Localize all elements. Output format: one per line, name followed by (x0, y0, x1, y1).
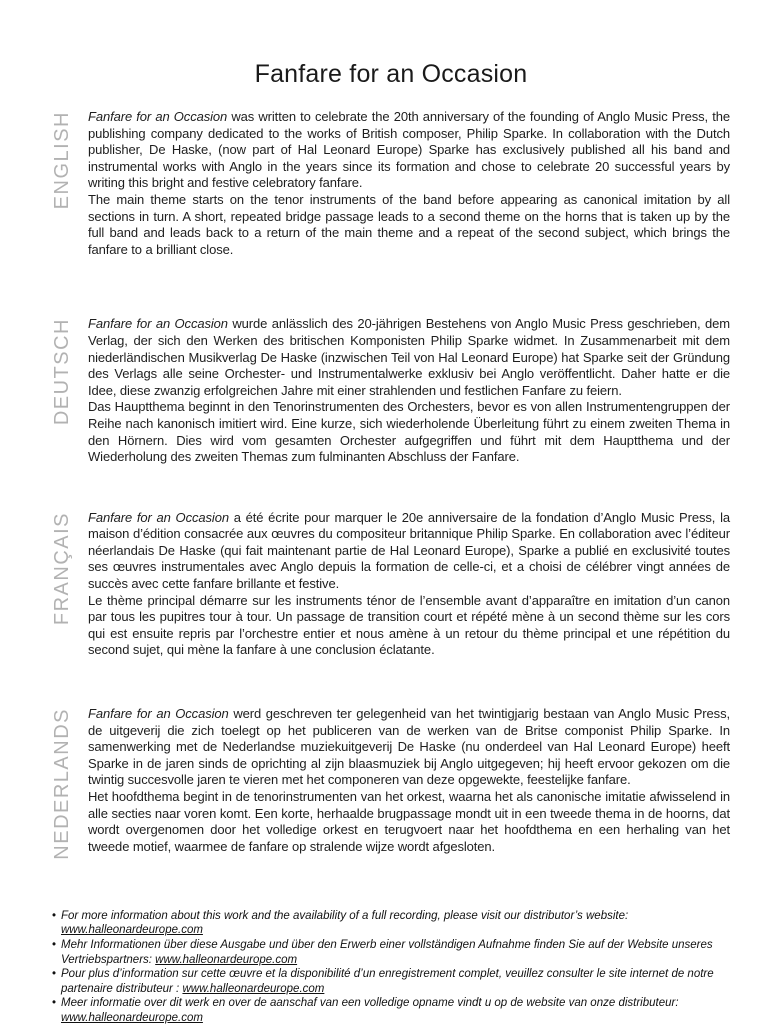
bullet-marker: • (52, 938, 57, 951)
paragraph-text: was written to celebrate the 20th anniversary of the founding of Anglo Music Press, the publishing company dedicated to the works of British composer, Philip Sparke. In collaboration with the Dutch publisher, De Haske, (now part of Hal Leonard Europe) Sparke has exclusively published all his band and instrumental works with Anglo in the years since its formation and chose to celebrate 20 successful years by writing this bright and festive celebratory fanfare. (88, 109, 730, 191)
notes-text-german (88, 316, 730, 465)
work-title-italic: Fanfare for an Occasion (88, 509, 229, 525)
footer-text: For more information about this work and the availability of a full recording, please visit our distributor’s website: (61, 909, 629, 922)
notes-paragraph: Das Hauptthema beginnt in den Tenorinstrumenten des Orchesters, bevor es von allen Instrumentengruppen der Reihe nach kanonisch imitiert wird. Eine kurze, sich wiederholende Überleitung führt zu einem zweiten Thema in den Hörnern. Dies wird vom gesamten Orchester aufgegriffen und führt mit dem Hauptthema und der Wiederholung des zweiten Themas zum fulminanten Abschluss der Fanfare. (88, 399, 730, 465)
distributor-link[interactable]: www.halleonardeurope.com (155, 953, 298, 966)
notes-paragraph: Le thème principal démarre sur les instruments ténor de l’ensemble avant d’apparaître en imitation d’un canon par tous les pupitres tour à tour. Un passage de transition court et répété mène à un second thème sur les cors qui est ensuite repris par l’orchestre entier et nous amène à un retour du thème principal et une répétition du second sujet, qui mène la fanfare à une conclusion éclatante. (88, 592, 730, 658)
language-label-column (52, 109, 88, 214)
notes-paragraph (88, 316, 730, 399)
language-label-english: ENGLISH (51, 111, 73, 210)
work-title-italic: Fanfare for an Occasion (88, 706, 229, 722)
distributor-footer (52, 909, 730, 1024)
notes-paragraph (88, 109, 730, 192)
distributor-link[interactable]: www.halleonardeurope.com (61, 1011, 203, 1024)
notes-paragraph (88, 706, 730, 789)
language-label-column (52, 316, 88, 430)
bullet-marker: • (52, 997, 57, 1010)
notes-paragraph: Het hoofdthema begint in de tenorinstrumenten van het orkest, waarna het als canonische imitatie afwisselend in alle secties naar voren komt. Een korte, herhaalde brugpassage mondt uit in een tweede thema in de hoorns, dat wordt overgenomen door het volledige orkest en terugvoert naar het hoofdthema en een herhaling van het tweede motief, waarmee de fanfare op stralende wijze wordt afgesloten. (88, 789, 730, 854)
notes-text-french (88, 510, 730, 659)
distributor-link[interactable]: www.halleonardeurope.com (182, 982, 325, 995)
work-title-italic: Fanfare for an Occasion (88, 109, 228, 124)
page-title: Fanfare for an Occasion (254, 60, 528, 88)
language-label-column (52, 706, 88, 865)
paragraph-text: a été écrite pour marquer le 20e anniversaire de la fondation d’Anglo Music Press, la maison d’édition consacrée aux œuvres du compositeur britannique Philip Sparke. En collaboration avec l’éditeur néerlandais De Haske (qui fait maintenant partie de Hal Leonard Europe), Sparke a publié en exclusivité toutes ses œuvres instrumentales avec Anglo depuis la formation de celle-ci, et a choisi de célébrer vingt années de succès avec cette fanfare brillante et festive. (88, 509, 730, 592)
section-english (52, 109, 730, 258)
notes-text-dutch (88, 706, 730, 855)
footer-text: Mehr Informationen über diese Ausgabe und über den Erwerb einer vollständigen Aufnahme finden Sie auf der Website unseres Vertriebspartners: (61, 938, 713, 966)
language-label-dutch: NEDERLANDS (51, 708, 73, 860)
footer-item-german (52, 938, 722, 967)
footer-text: Pour plus d’information sur cette œuvre et la disponibilité d’un enregistrement complet, veuillez consulter le site internet de notre partenaire distributeur : (61, 968, 714, 995)
paragraph-text: wurde anlässlich des 20-jährigen Bestehens von Anglo Music Press geschrieben, dem Verlag, der sich den Werken des britischen Komponisten Philip Sparke widmet. In Zusammenarbeit mit dem niederländischen Musikverlag De Haske (inzwischen Teil von Hal Leonard Europe) hat Sparke seit der Gründung des Verlags alle seine Orchester- und Instrumentalwerke exklusiv bei Anglo veröffentlicht. Daher hatte er die Idee, diese zwanzig erfolgreichen Jahre mit einer strahlenden und festlichen Fanfare zu feiern. (88, 316, 730, 398)
distributor-link[interactable]: www.halleonardeurope.com (61, 924, 203, 937)
section-dutch (52, 706, 730, 865)
section-french (52, 510, 730, 659)
footer-item-french (52, 967, 722, 996)
notes-paragraph (88, 510, 730, 593)
section-german (52, 316, 730, 465)
language-label-german: DEUTSCH (51, 318, 73, 426)
bullet-marker: • (52, 968, 57, 981)
work-title-italic: Fanfare for an Occasion (88, 316, 228, 332)
footer-item-english (52, 909, 722, 938)
footer-item-dutch (52, 996, 722, 1024)
notes-text-english (88, 109, 730, 258)
paragraph-text: werd geschreven ter gelegenheid van het twintigjarig bestaan van Anglo Music Press, de uitgeverij die zich toelegt op het publiceren van de werken van de Britse componist Philip Sparke. In samenwerking met de Nederlandse muziekuitgeverij De Haske (nu onderdeel van Hal Leonard Europe) heeft Sparke in de jaren sinds de oprichting al zijn blaasmuziek bij Anglo uitgegeven; hij heeft ervoor gekozen om die twintig succesvolle jaren te vieren met het componeren van deze opgewekte, feestelijke fanfare. (88, 706, 730, 788)
bullet-marker: • (52, 909, 57, 922)
language-label-column (52, 510, 88, 630)
footer-text: Meer informatie over dit werk en over de aanschaf van een volledige opname vindt u op de website van onze distributeur: (61, 997, 679, 1010)
notes-paragraph: The main theme starts on the tenor instruments of the band before appearing as canonical imitation by all sections in turn. A short, repeated bridge passage leads to a second theme on the horns that is taken up by the full band and leads back to a return of the main theme and a repeat of the second subject, which brings the fanfare to a brilliant close. (88, 191, 730, 257)
language-label-french: FRANÇAIS (51, 511, 73, 625)
